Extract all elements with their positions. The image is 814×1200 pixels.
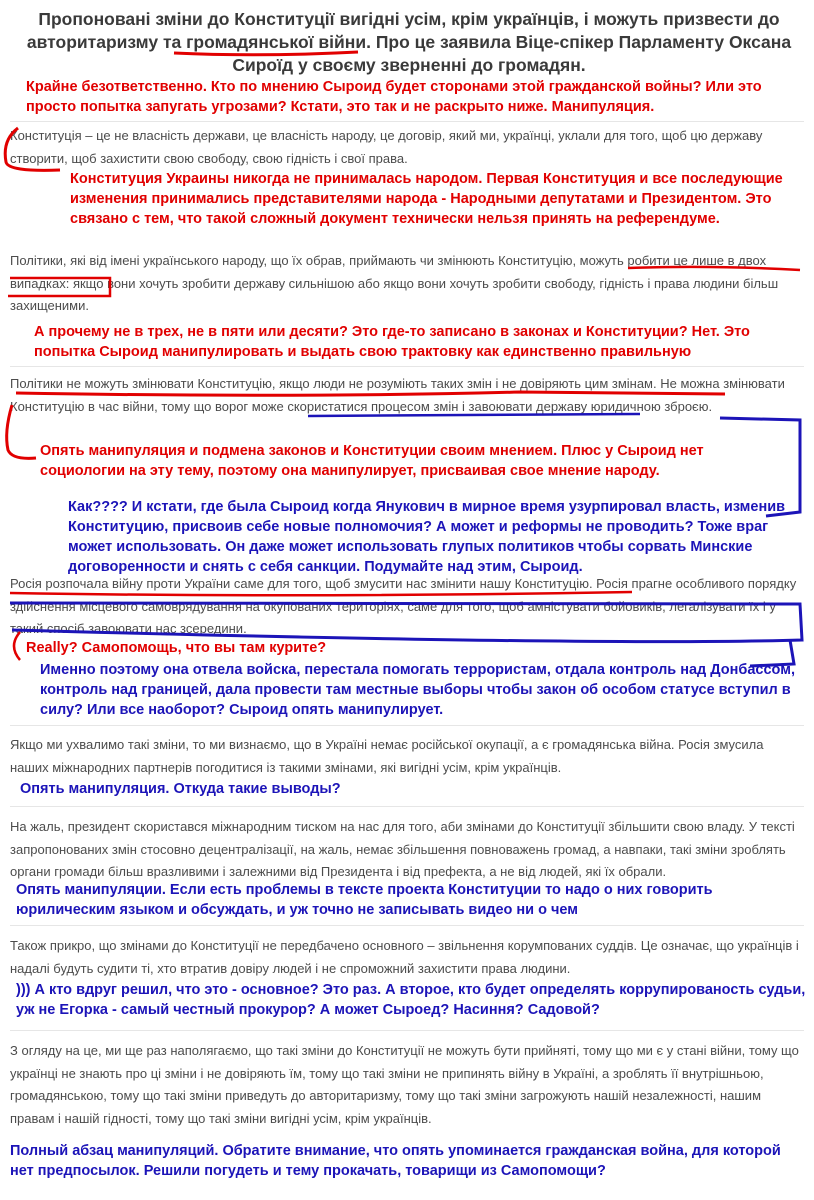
comment-blue-8: Опять манипуляция. Откуда такие выводы? (20, 781, 341, 797)
comment-blue-5: Как???? И кстати, где была Сыроид когда Янукович в мирное время узурпировал власть, изменив Конституцию, присвоив себе новые полномочия? А может и реформы не проводить? Тоже враг может использовать. Он даже может использовать глупых политиков чтобы сорвать Минские договоренности и снять с себя санкции. Подумайте над этим, Сыроид. (68, 499, 786, 575)
divider (10, 806, 804, 807)
comment-red-1: Крайне безответственно. Кто по мнению Сыроид будет сторонами этой гражданской войны? Или это просто попытка запугать угрозами? Кстати, это так и не раскрыто ниже. Манипуляция. (26, 79, 762, 115)
source-paragraph-2: Політики, які від імені українського народу, що їх обрав, приймають чи змінюють Конституцію, можуть робити це лише в двох випадках: якщо вони хочуть зробити державу сильнішою або якщо вони хочуть зробити свободу, гідність і права людини більш захищеними. (10, 253, 779, 313)
source-paragraph-1: Конституція – це не власність держави, це власність народу, це договір, який ми, українці, уклали для того, щоб цю державу створити, щоб захистити свою свободу, свою гідність і свої права. (10, 128, 763, 166)
comment-red-2: Конституция Украины никогда не принималась народом. Первая Конституция и все последующие изменения принимались представителями народа - Народными депутатами и Президентом. Это связано с тем, что такой сложный документ технически нельзя принять на референдуме. (70, 171, 783, 227)
source-paragraph-4: Росія розпочала війну проти України саме для того, щоб змусити нас змінити нашу Конституцію. Росія прагне особливого порядку здійснення місцевого самоврядування на окупованих територіях, саме для того, щоб амністувати бойовиків, легалізувати їх і у такий спосіб завоювати нас зсередини. (10, 576, 797, 636)
divider (10, 121, 804, 122)
comment-blue-9: Опять манипуляции. Если есть проблемы в тексте проекта Конституции то надо о них говорить юрилическим языком и обсуждать, и уж точно не записывать видео ни о чем (16, 882, 713, 918)
source-paragraph-6: На жаль, президент скористався міжнародним тиском на нас для того, аби змінами до Конституції збільшити свою владу. У тексті запропонованих змін стосовно децентралізації, на жаль, немає збільшення повноважень громад, а навпаки, такі зміни зроблять органи громади більш вразливими і залежними від Президента і від префекта, а не від людей, які їх обрали. (10, 819, 795, 879)
comment-red-6: Really? Самопомощь, что вы там курите? (26, 640, 327, 656)
comment-red-4: Опять манипуляция и подмена законов и Конституции своим мнением. Плюс у Сыроид нет социологии на эту тему, поэтому она манипулирует, присваивая свое мнение народу. (40, 443, 704, 479)
comment-blue-7: Именно поэтому она отвела войска, перестала помогать террористам, отдала контроль над Донбассом, контроль над границей, дала провести там местные выборы чтобы закон об особом статусе вступил в силу? Или все наоборот? Сыроид опять манипулирует. (40, 662, 795, 718)
source-paragraph-7: Також прикро, що змінами до Конституції не передбачено основного – звільнення корумпованих суддів. Це означає, що українців і надалі будуть судити ті, хто втратив довіру людей і не спроможний захистити права людини. (10, 938, 799, 976)
source-paragraph-3: Політики не можуть змінювати Конституцію, якщо люди не розуміють таких змін і не довіряють цим змінам. Не можна змінювати Конституцію в час війни, тому що ворог може скористатися процесом змін і завоювати державу юридичною зброєю. (10, 376, 785, 414)
divider (10, 1030, 804, 1031)
source-paragraph-8: З огляду на це, ми ще раз наполягаємо, що такі зміни до Конституції не можуть бути прийняті, тому що ми є у стані війни, тому що українці не знають про ці зміни і не довіряють їм, тому що такі зміни не припинять війну в Україні, а зроблять її внутрішньою, громадянською, тому що такі зміни приведуть до авторитаризму, тому що такі зміни загрожують нашій незалежності, нашим правам і нашій гідності, тому що такі зміни вигідні усім, крім українців. (10, 1043, 799, 1126)
divider (10, 925, 804, 926)
page-title: Пропоновані зміни до Конституції вигідні усім, крім українців, і можуть призвести до авторитаризму та громадянської війни. Про це заявила Віце-спікер Парламенту Оксана Сироїд у своєму зверненні до громадян. (26, 9, 792, 75)
comment-blue-11: Полный абзац манипуляций. Обратите внимание, что опять упоминается гражданская война, для которой нет предпосылок. Решили погудеть и тему прокачать, товарищи из Самопомощи? (10, 1143, 781, 1179)
divider (10, 725, 804, 726)
source-paragraph-5: Якщо ми ухвалимо такі зміни, то ми визнаємо, що в Україні немає російської окупації, а є громадянська війна. Росія змусила наших міжнародних партнерів погодитися із такими змінами, які вигідні усім, крім українців. (10, 737, 764, 775)
comment-red-3: А прочему не в трех, не в пяти или десяти? Это где-то записано в законах и Конституции? Нет. Это попытка Сыроид манипулировать и выдать свою трактовку как единственно правильную (34, 324, 750, 360)
comment-blue-10: ))) А кто вдруг решил, что это - основное? Это раз. А второе, кто будет определять коррупированость судьи, уж не Егорка - самый честный прокурор? А может Сыроед? Насиння? Садовой? (16, 982, 806, 1018)
divider (10, 366, 804, 367)
